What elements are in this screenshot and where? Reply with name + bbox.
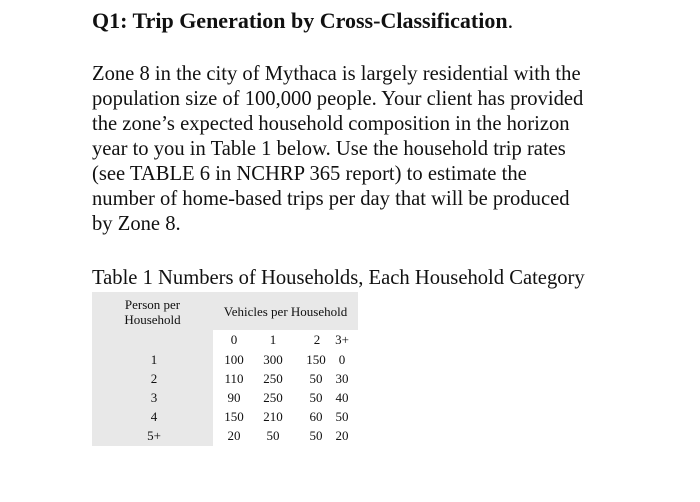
vehicle-column-header: 3+ [335, 332, 349, 347]
paragraph-line: population size of 100,000 people. Your client has provided [92, 88, 584, 110]
table-cell: 50 [309, 428, 323, 443]
table-cell: 110 [224, 371, 244, 386]
table-cell: 50 [309, 371, 323, 386]
table-cell: 20 [227, 428, 241, 443]
table-cell: 250 [263, 371, 283, 386]
household-table [92, 292, 358, 446]
question-title-period: . [507, 8, 514, 33]
vehicle-column-header: 2 [313, 332, 321, 347]
table-cell: 0 [338, 352, 346, 367]
vehicle-column-header: 1 [269, 332, 277, 347]
person-row-header: 4 [150, 409, 158, 424]
table-cell: 30 [335, 371, 349, 386]
table-cell: 150 [306, 352, 326, 367]
paragraph-line: year to you in Table 1 below. Use the household trip rates [92, 138, 566, 160]
paragraph-line: Zone 8 in the city of Mythaca is largely residential with the [92, 63, 581, 85]
table-cell: 300 [263, 352, 283, 367]
table-cell: 250 [263, 390, 283, 405]
table-cell: 20 [335, 428, 349, 443]
table-cell: 150 [224, 409, 244, 424]
table-cell: 60 [309, 409, 323, 424]
paragraph-line: by Zone 8. [92, 213, 181, 235]
table-cell: 100 [224, 352, 244, 367]
person-row-header: 2 [150, 371, 158, 386]
person-row-header: 5+ [147, 428, 161, 443]
table-cell: 50 [266, 428, 280, 443]
person-row-header: 3 [150, 390, 158, 405]
table-caption: Table 1 Numbers of Households, Each Household Category [92, 267, 585, 289]
paragraph-line: (see TABLE 6 in NCHRP 365 report) to estimate the [92, 163, 527, 185]
table-cell: 210 [263, 409, 283, 424]
row-header-line: Household [124, 312, 181, 327]
column-header-label: Vehicles per Household [223, 304, 348, 319]
paragraph-line: number of home-based trips per day that will be produced [92, 188, 570, 210]
vehicle-column-header: 0 [230, 332, 238, 347]
table-cell: 50 [309, 390, 323, 405]
question-heading [92, 6, 513, 36]
problem-paragraph [92, 62, 652, 237]
paragraph-line: the zone’s expected household composition in the horizon [92, 113, 570, 135]
person-row-header: 1 [150, 352, 158, 367]
row-header-label [92, 297, 213, 327]
table-cell: 50 [335, 409, 349, 424]
question-title: Q1: Trip Generation by Cross-Classification [92, 8, 508, 33]
row-header-line: Person per [124, 297, 181, 312]
table-cell: 40 [335, 390, 349, 405]
table-cell: 90 [227, 390, 241, 405]
